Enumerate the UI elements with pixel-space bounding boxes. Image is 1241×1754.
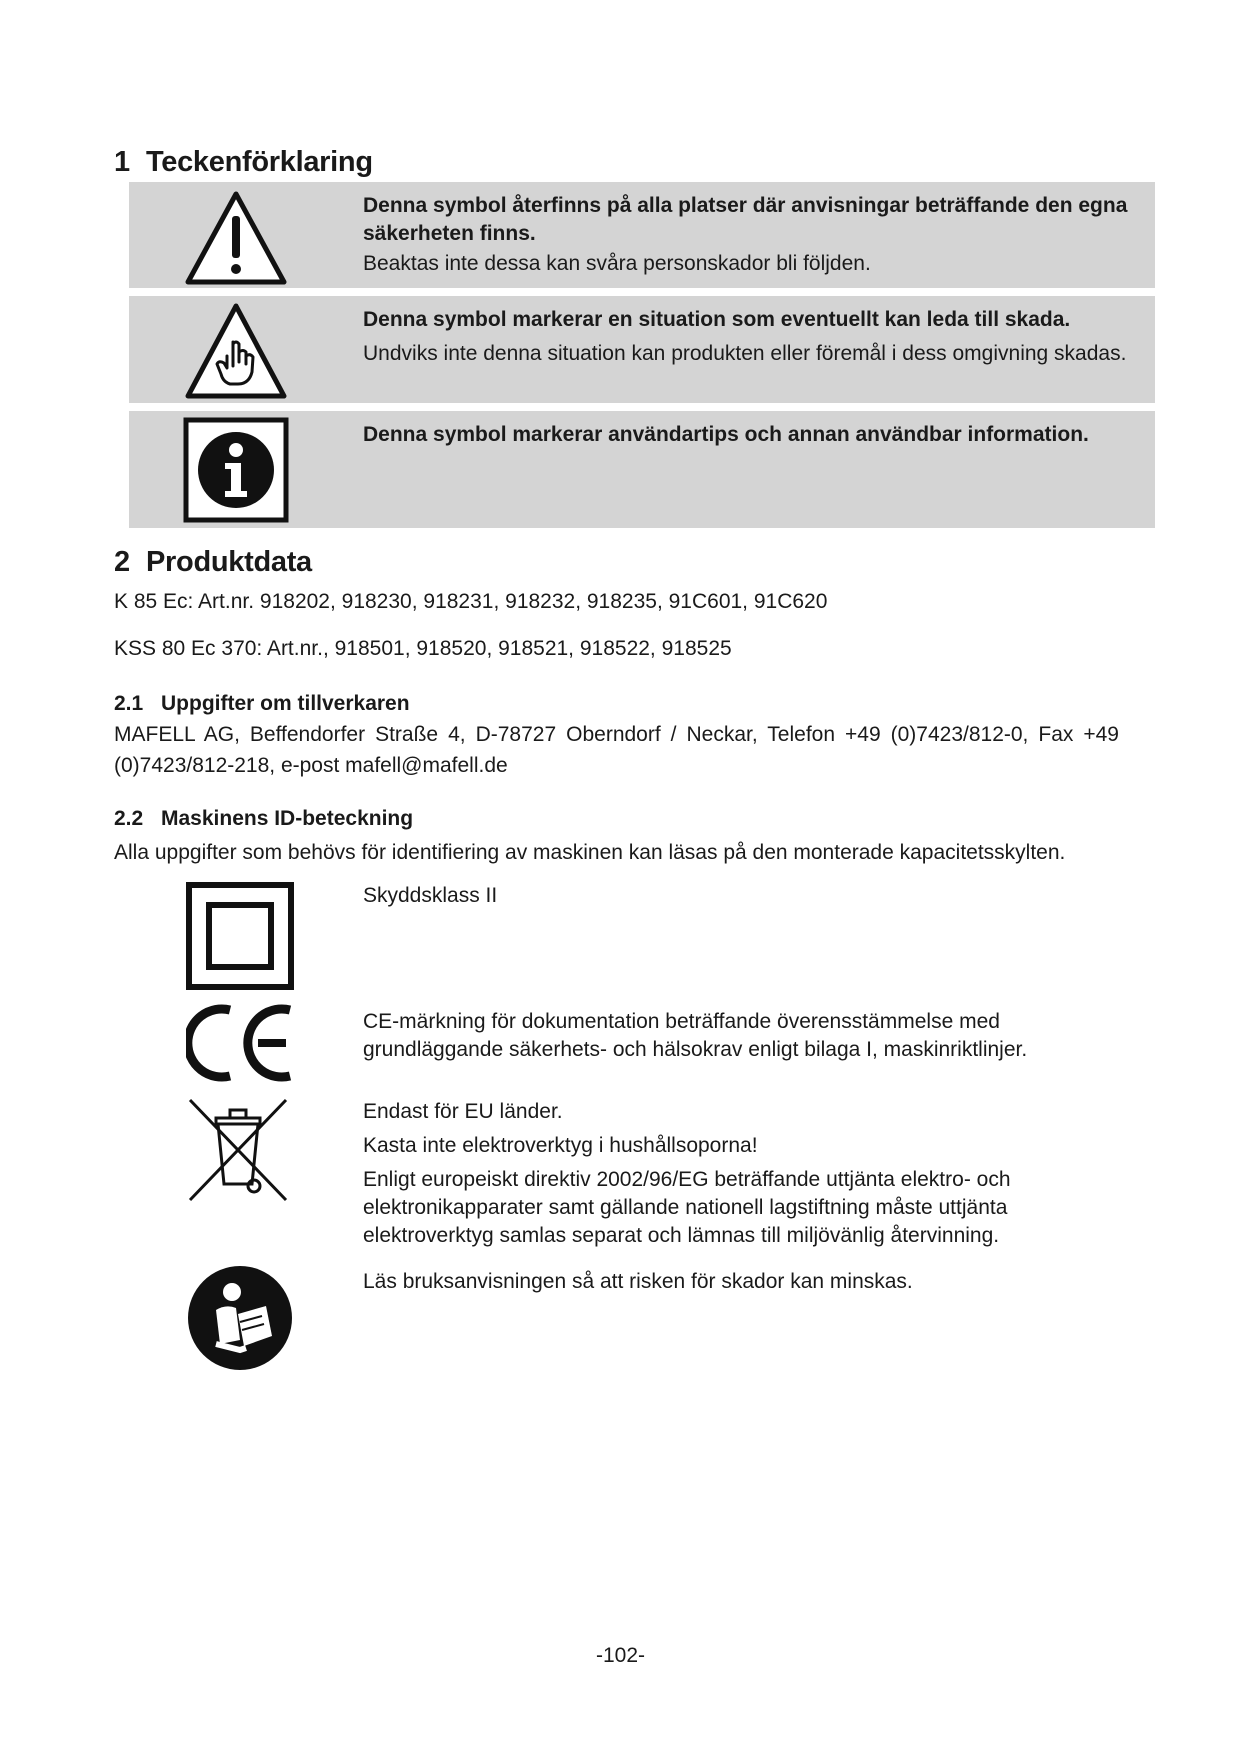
protection-class-ii-icon — [186, 882, 294, 990]
protection-class-text: Skyddsklass II — [363, 884, 498, 907]
legend-text-info: Denna symbol markerar användartips och annan användbar information. — [363, 423, 1089, 446]
legend-text-damage: Denna symbol markerar en situation som eventuellt kan leda till skada. Undviks inte denna situation kan produkten eller föremål i dess omgivning skadas. — [363, 308, 1127, 365]
section-2-1-heading: 2.1 Uppgifter om tillverkaren — [114, 692, 410, 715]
symbol-legend-table — [129, 182, 1155, 536]
warning-triangle-hand-icon — [183, 300, 289, 406]
section-1-heading: 1 Teckenförklaring — [114, 146, 373, 178]
legend-row-damage — [129, 296, 1155, 403]
identification-text: Alla uppgifter som behövs för identifiering av maskinen kan läsas på den monterade kapacitetsskylten. — [114, 841, 1066, 864]
legend-row-info — [129, 411, 1155, 528]
read-manual-text: Läs bruksanvisningen så att risken för skador kan minskas. — [363, 1270, 913, 1293]
ce-mark-icon — [186, 1002, 294, 1084]
ce-mark-text: CE-märkning för dokumentation beträffande överensstämmelse med grundläggande säkerhets- och hälsokrav enligt bilaga I, maskinriktlinjer. — [363, 1010, 1028, 1061]
page-number: -102- — [595, 1644, 646, 1667]
legend-text-safety: Denna symbol återfinns på alla platser där anvisningar beträffande den egna säkerheten finns. Beaktas inte dessa kan svåra personskador bli följden. — [363, 194, 1128, 275]
article-numbers-k85: K 85 Ec: Art.nr. 918202, 918230, 918231, 918232, 918235, 91C601, 91C620 — [114, 590, 828, 613]
manufacturer-address-line-1: MAFELL AG, Beffendorfer Straße 4, D-78727 Oberndorf / Neckar, Telefon +49 (0)7423/812-0, Fax +49 — [114, 723, 1119, 746]
warning-triangle-exclamation-icon — [183, 186, 289, 292]
section-2-2-heading: 2.2 Maskinens ID-beteckning — [114, 807, 414, 830]
info-icon — [183, 417, 289, 523]
weee-text: Endast för EU länder. Kasta inte elektroverktyg i hushållsoporna! Enligt europeiskt direktiv 2002/96/EG beträffande uttjänta elektro- och elektronikapparater samt gällande nationell lagstiftning måste uttjänta elektroverktyg samlas separat och lämnas till miljövänlig återvinning. — [363, 1100, 1011, 1247]
manufacturer-address-line-2: (0)7423/812-218, e-post mafell@mafell.de — [114, 754, 508, 777]
legend-row-safety — [129, 182, 1155, 288]
read-manual-icon — [186, 1264, 294, 1372]
crossed-bin-icon — [186, 1096, 294, 1204]
article-numbers-kss80: KSS 80 Ec 370: Art.nr., 918501, 918520, 918521, 918522, 918525 — [114, 637, 732, 660]
section-2-heading: 2 Produktdata — [114, 546, 312, 578]
